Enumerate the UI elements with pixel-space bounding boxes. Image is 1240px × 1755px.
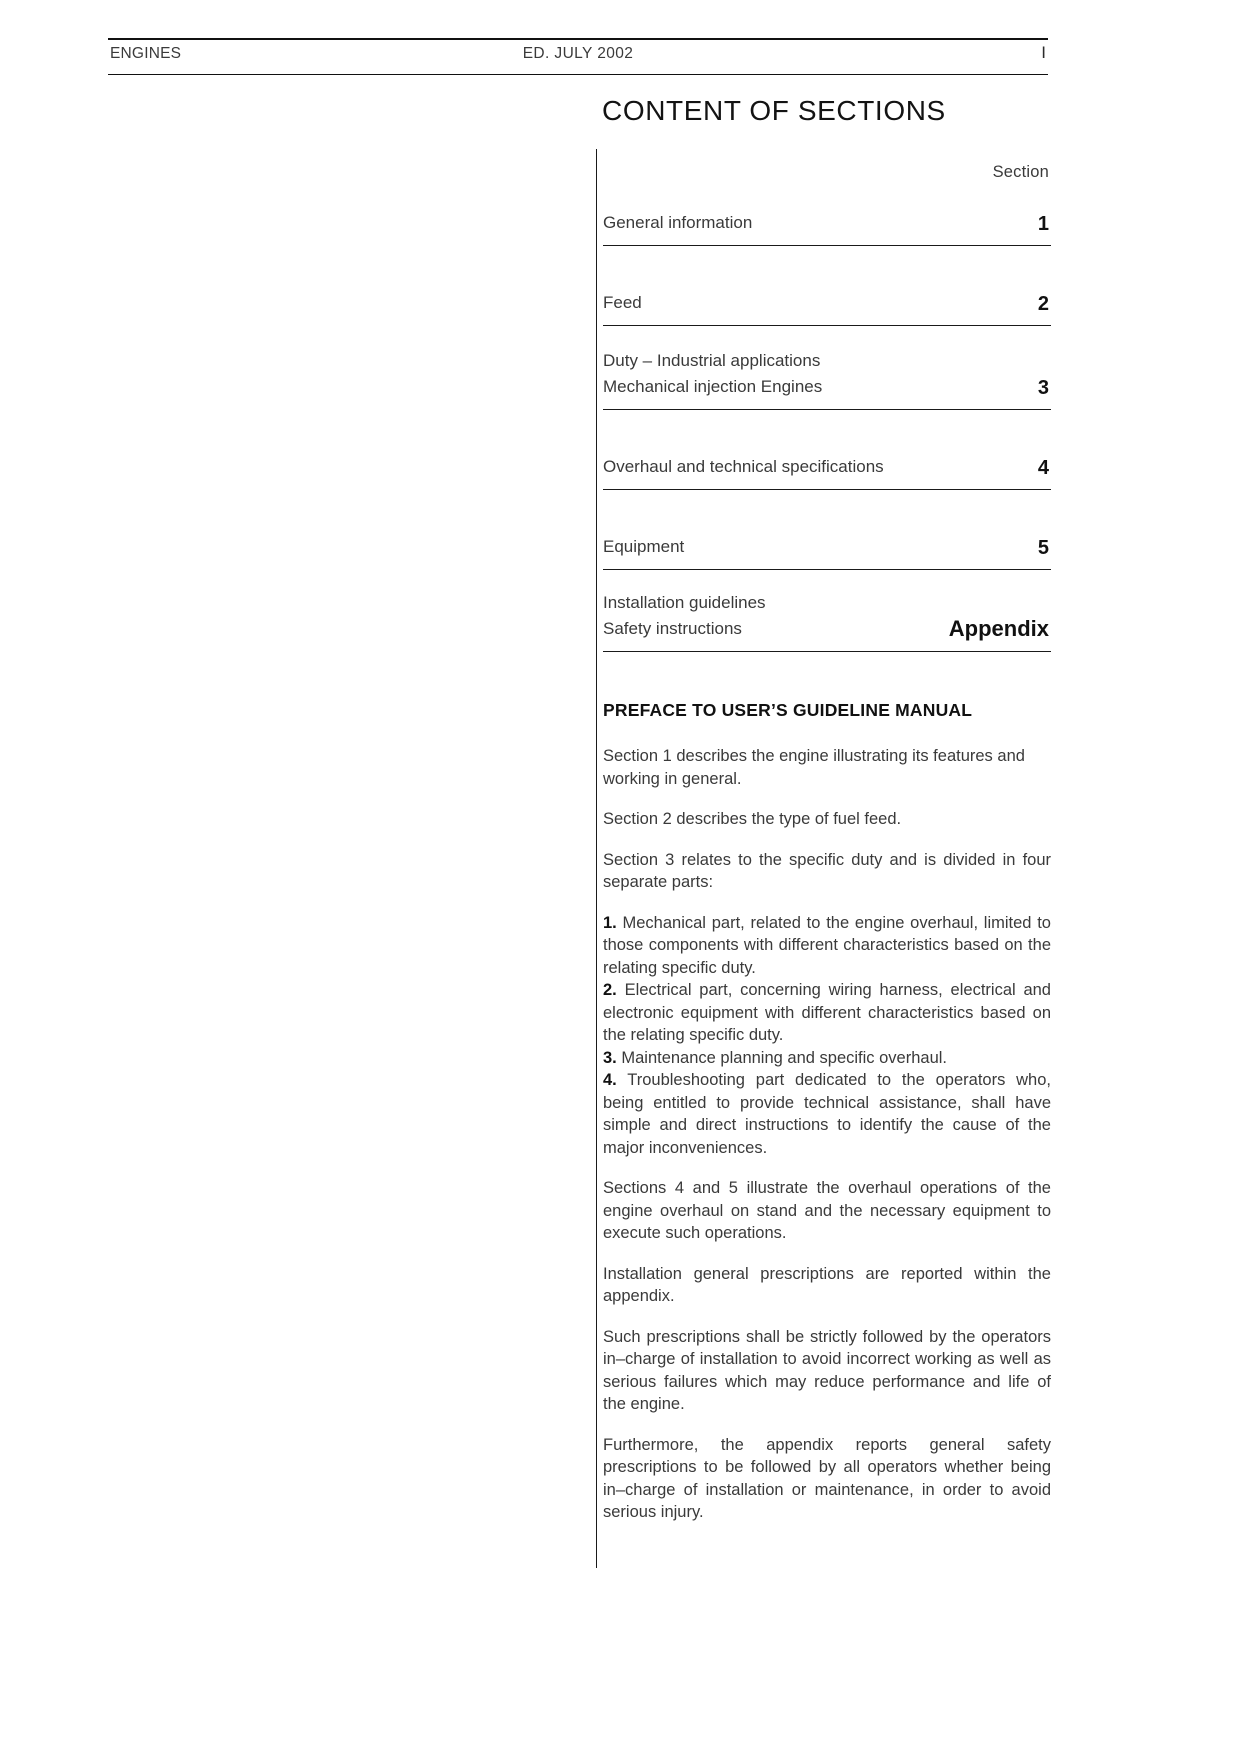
toc-entry-number: 3 xyxy=(1037,377,1049,399)
list-item-marker: 3. xyxy=(603,1048,617,1067)
preface-paragraph-6: Such prescriptions shall be strictly followed by the operators in–charge of installation to avoid incorrect working as well as serious failures which may reduce performance and life of the engine. xyxy=(603,1327,1051,1413)
header-publisher-label: ENGINES xyxy=(110,45,182,62)
list-item xyxy=(603,1047,1051,1070)
toc-entry-title xyxy=(603,188,752,245)
list-item-text: Troubleshooting part dedicated to the operators who, being entitled to provide technical assistance, shall have simple and direct instructions to identify the cause of the major inconveniences. xyxy=(603,1071,1051,1157)
toc-entry-title xyxy=(603,246,642,325)
list-item-marker: 4. xyxy=(603,1071,617,1089)
running-header xyxy=(108,42,1048,74)
toc-entry-number: 4 xyxy=(1037,457,1049,479)
toc-entry-title-line1: Feed xyxy=(603,293,642,312)
header-page-number: I xyxy=(1041,43,1046,62)
toc-entry-title-line1: General information xyxy=(603,213,753,232)
preface-paragraph-2: Section 2 describes the type of fuel feed. xyxy=(603,810,902,828)
preface-heading: PREFACE TO USER’S GUIDELINE MANUAL xyxy=(603,700,973,720)
page-title: CONTENT OF SECTIONS xyxy=(602,95,946,126)
preface-paragraph-4: Sections 4 and 5 illustrate the overhaul operations of the engine overhaul on stand and the necessary equipment to execute such operations. xyxy=(603,1179,1051,1242)
toc-entry-title xyxy=(603,490,684,569)
header-bottom-rule xyxy=(108,74,1048,75)
preface-paragraph-1: Section 1 describes the engine illustrating its features and working in general. xyxy=(603,747,1025,788)
list-item-text: Electrical part, concerning wiring harness, electrical and electronic equipment with different characteristics based on the relating specific duty. xyxy=(603,981,1051,1044)
table-row[interactable] xyxy=(603,246,1051,326)
toc-entry-number: 5 xyxy=(1037,537,1049,559)
list-item-text: Mechanical part, related to the engine overhaul, limited to those components with different characteristics based on the relating specific duty. xyxy=(603,913,1051,977)
toc-entry-title-line1: Duty – Industrial applications xyxy=(603,351,821,370)
table-row[interactable] xyxy=(603,326,1051,410)
list-item xyxy=(603,979,1051,1047)
preface-paragraph-5: Installation general prescriptions are reported within the appendix. xyxy=(603,1264,1051,1305)
toc-entry-title-line1: Equipment xyxy=(603,537,685,556)
table-row[interactable] xyxy=(603,410,1051,490)
header-top-rule xyxy=(108,38,1048,40)
table-row[interactable] xyxy=(603,188,1051,246)
toc-section-column-header: Section xyxy=(992,163,1049,181)
list-item-marker: 2. xyxy=(603,981,617,999)
list-item-text: Maintenance planning and specific overhaul. xyxy=(621,1048,947,1067)
list-item xyxy=(603,912,1051,980)
preface-section xyxy=(596,652,1051,1568)
toc-entry-title xyxy=(603,570,766,651)
toc-entry-title-line2: Safety instructions xyxy=(603,619,742,638)
toc-entry-number: 2 xyxy=(1037,293,1049,315)
toc-entry-title xyxy=(603,410,884,489)
page-content-column xyxy=(596,95,1051,1568)
table-of-contents xyxy=(596,149,1051,652)
table-row[interactable] xyxy=(603,570,1051,652)
table-row[interactable] xyxy=(603,490,1051,570)
preface-list xyxy=(603,912,1051,1160)
list-item-marker: 1. xyxy=(603,913,617,932)
toc-entry-title-line1: Installation guidelines xyxy=(603,593,766,612)
toc-entry-number: 1 xyxy=(1037,213,1049,235)
toc-entry-title-line1: Overhaul and technical specifications xyxy=(603,457,884,476)
header-edition-label: ED. JULY 2002 xyxy=(522,45,634,62)
list-item xyxy=(603,1069,1051,1159)
toc-entry-number: Appendix xyxy=(948,616,1049,641)
toc-entry-title xyxy=(603,326,822,409)
toc-entry-title-line2: Mechanical injection Engines xyxy=(603,377,823,396)
preface-paragraph-3: Section 3 relates to the specific duty and is divided in four separate parts: xyxy=(603,850,1051,891)
preface-paragraph-7: Furthermore, the appendix reports general safety prescriptions to be followed by all operators whether being in–charge of installation or maintenance, in order to avoid serious injury. xyxy=(603,1435,1051,1521)
